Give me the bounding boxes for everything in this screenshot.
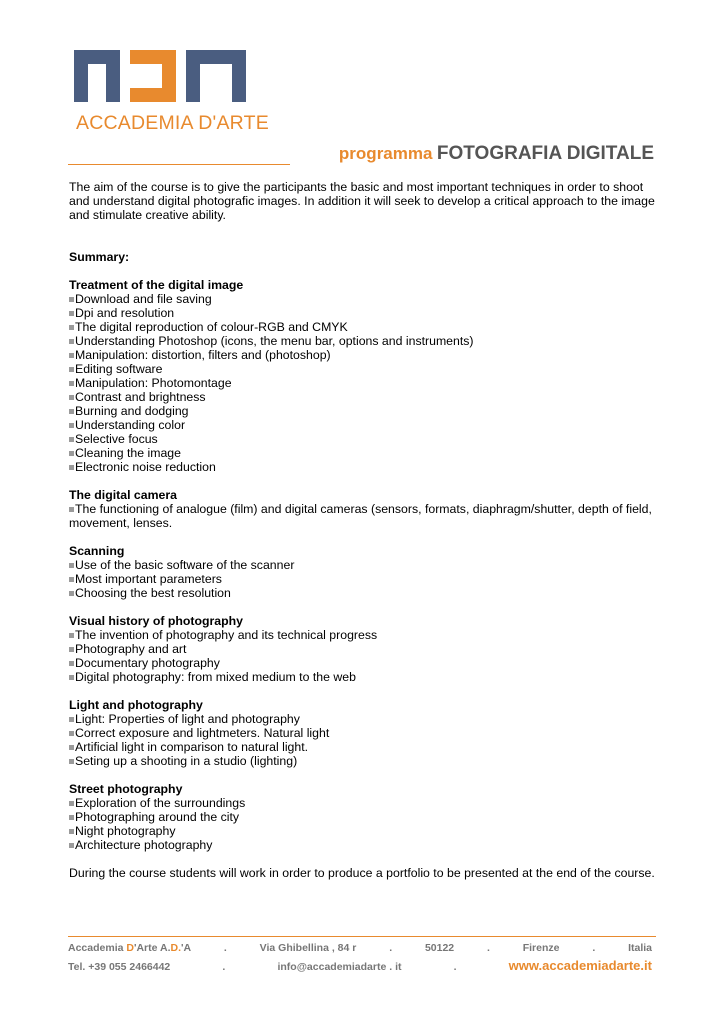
title-rule: [68, 164, 290, 165]
list-item: Night photography: [69, 824, 659, 838]
list-item: Understanding color: [69, 418, 659, 432]
section-light: [69, 698, 659, 768]
list-item: Light: Properties of light and photography: [69, 712, 659, 726]
section-visual-history: [69, 614, 659, 684]
footer-phone: Tel. +39 055 2466442: [68, 961, 171, 973]
square-bullet-icon: [69, 647, 74, 652]
square-bullet-icon: [69, 731, 74, 736]
square-bullet-icon: [69, 577, 74, 582]
list-item: Photographing around the city: [69, 810, 659, 824]
footer-street: Via Ghibellina , 84 r: [259, 942, 357, 954]
square-bullet-icon: [69, 381, 74, 386]
list-item: Most important parameters: [69, 572, 659, 586]
square-bullet-icon: [69, 661, 74, 666]
list-item: Burning and dodging: [69, 404, 659, 418]
closing-paragraph: During the course students will work in order to produce a portfolio to be presented at the end of the course.: [69, 866, 655, 880]
list-item: Digital photography: from mixed medium to the web: [69, 670, 659, 684]
list-item: Exploration of the surroundings: [69, 796, 659, 810]
list-item: Documentary photography: [69, 656, 659, 670]
footer-zip: 50122: [424, 942, 455, 954]
list-item: Architecture photography: [69, 838, 659, 852]
section-heading: Scanning: [69, 544, 125, 558]
list-item: Cleaning the image: [69, 446, 659, 460]
section-heading: Light and photography: [69, 698, 203, 712]
square-bullet-icon: [69, 507, 74, 512]
title-main: FOTOGRAFIA DIGITALE: [436, 143, 654, 164]
footer-separator: .: [453, 961, 457, 973]
square-bullet-icon: [69, 353, 74, 358]
square-bullet-icon: [69, 367, 74, 372]
list-item: Artificial light in comparison to natural light.: [69, 740, 659, 754]
footer-city: Firenze: [522, 942, 560, 954]
intro-paragraph: The aim of the course is to give the participants the basic and most important techniques in order to shoot and understand digital photografic images. In addition it will seek to develop a critical approach to the image and stimulate creative ability.: [69, 180, 655, 222]
logo-mark-icon: [64, 40, 260, 110]
footer-country: Italia: [628, 942, 652, 954]
footer-address-row: [68, 942, 652, 958]
footer-separator: .: [389, 942, 393, 954]
square-bullet-icon: [69, 451, 74, 456]
section-treatment: [69, 278, 659, 474]
section-heading: The digital camera: [69, 488, 177, 502]
footer-website-link[interactable]: www.accademiadarte.it: [508, 958, 652, 973]
list-item: Contrast and brightness: [69, 390, 659, 404]
list-item: Dpi and resolution: [69, 306, 659, 320]
footer-contact-row: [68, 958, 652, 974]
square-bullet-icon: [69, 297, 74, 302]
square-bullet-icon: [69, 325, 74, 330]
square-bullet-icon: [69, 633, 74, 638]
footer-org: Accademia D'Arte A.D.'A: [68, 942, 192, 954]
document-title: [68, 141, 656, 167]
list-item: Photography and art: [69, 642, 659, 656]
list-item: Manipulation: distortion, filters and (photoshop): [69, 348, 659, 362]
square-bullet-icon: [69, 591, 74, 596]
list-item: The functioning of analogue (film) and digital cameras (sensors, formats, diaphragm/shutter, depth of field, movement, lenses.: [69, 502, 652, 530]
square-bullet-icon: [69, 395, 74, 400]
list-item: Selective focus: [69, 432, 659, 446]
section-digital-camera: [69, 488, 659, 530]
footer-separator: .: [222, 961, 226, 973]
list-item: Download and file saving: [69, 292, 659, 306]
square-bullet-icon: [69, 311, 74, 316]
square-bullet-icon: [69, 801, 74, 806]
square-bullet-icon: [69, 759, 74, 764]
list-item: Understanding Photoshop (icons, the menu bar, options and instruments): [69, 334, 659, 348]
footer-rule: [68, 936, 656, 937]
list-item: Electronic noise reduction: [69, 460, 659, 474]
footer-separator: .: [223, 942, 227, 954]
square-bullet-icon: [69, 717, 74, 722]
footer-email-link[interactable]: info@accademiadarte . it: [277, 961, 402, 973]
list-item: Manipulation: Photomontage: [69, 376, 659, 390]
square-bullet-icon: [69, 409, 74, 414]
list-item: The invention of photography and its technical progress: [69, 628, 659, 642]
summary-label: Summary:: [69, 250, 130, 264]
section-heading: Treatment of the digital image: [69, 278, 244, 292]
list-item: Editing software: [69, 362, 659, 376]
list-item: Choosing the best resolution: [69, 586, 659, 600]
square-bullet-icon: [69, 423, 74, 428]
square-bullet-icon: [69, 745, 74, 750]
square-bullet-icon: [69, 843, 74, 848]
square-bullet-icon: [69, 829, 74, 834]
square-bullet-icon: [69, 563, 74, 568]
section-scanning: [69, 544, 659, 600]
section-heading: Visual history of photography: [69, 614, 243, 628]
list-item: The digital reproduction of colour-RGB and CMYK: [69, 320, 659, 334]
footer-separator: .: [486, 942, 490, 954]
square-bullet-icon: [69, 465, 74, 470]
section-street: [69, 782, 659, 852]
footer-separator: .: [592, 942, 596, 954]
square-bullet-icon: [69, 339, 74, 344]
logo-text: ACCADEMIA D'ARTE: [76, 112, 269, 134]
section-heading: Street photography: [69, 782, 183, 796]
list-item: Use of the basic software of the scanner: [69, 558, 659, 572]
document-body: [69, 180, 659, 880]
list-item: Correct exposure and lightmeters. Natural light: [69, 726, 659, 740]
square-bullet-icon: [69, 675, 74, 680]
square-bullet-icon: [69, 815, 74, 820]
title-prefix: programma: [338, 144, 433, 163]
footer: [68, 942, 652, 974]
square-bullet-icon: [69, 437, 74, 442]
list-item: Seting up a shooting in a studio (lighting): [69, 754, 659, 768]
